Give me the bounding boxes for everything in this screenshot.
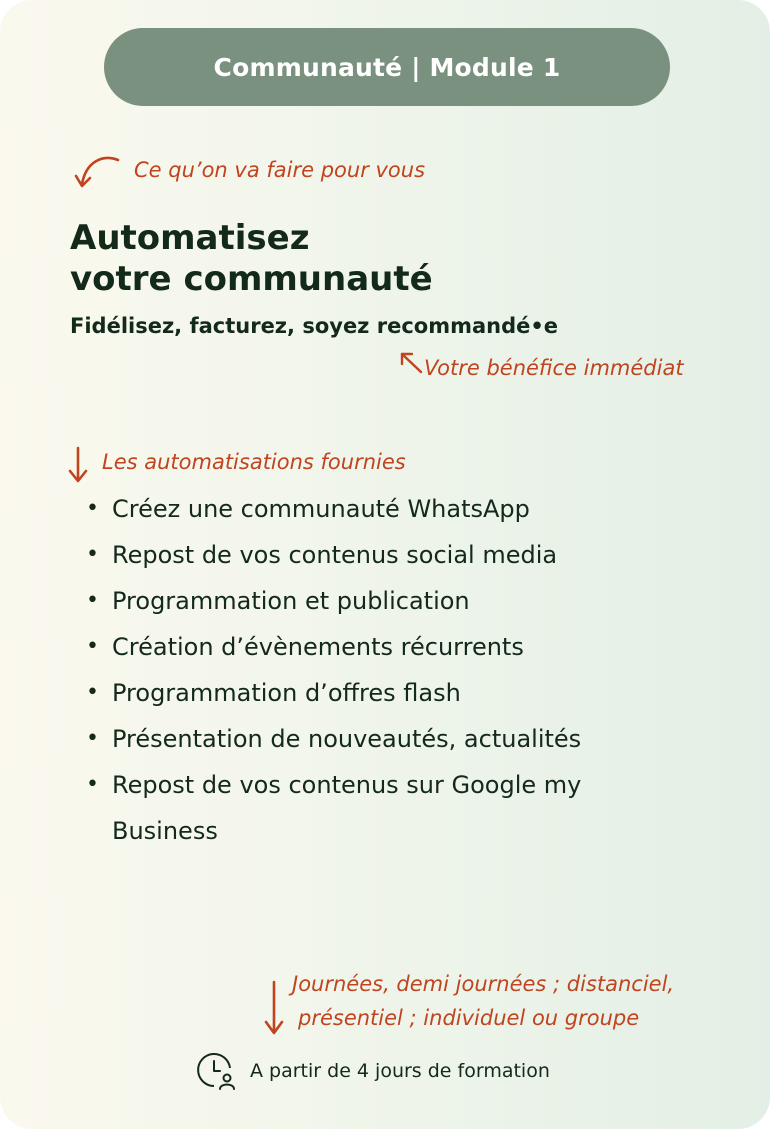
page-title: [70, 218, 433, 300]
bullet-icon: •: [86, 634, 99, 659]
benefit-note: Votre bénéfice immédiat: [424, 356, 684, 380]
bullet-icon: •: [86, 726, 99, 751]
list-item: • Programmation d’offres flash: [86, 670, 686, 716]
arrow-down-icon: [264, 980, 284, 1036]
list-item: • Repost de vos contenus social media: [86, 532, 686, 578]
bullet-icon: •: [86, 588, 99, 613]
bullet-icon: •: [86, 680, 99, 705]
page-subtitle: Fidélisez, facturez, soyez recommandé•e: [70, 314, 559, 338]
formats-note-line-2: présentiel ; individuel ou groupe: [298, 1006, 640, 1030]
curved-arrow-icon: [72, 154, 122, 194]
arrow-up-left-icon: [398, 350, 424, 376]
list-item: • Présentation de nouveautés, actualités: [86, 716, 686, 762]
duration-text: A partir de 4 jours de formation: [250, 1060, 550, 1082]
list-item: • Repost de vos contenus sur Google my Business: [86, 762, 686, 854]
formats-note-line-1: Journées, demi journées ; distanciel,: [292, 972, 675, 996]
bullet-icon: •: [86, 542, 99, 567]
module-badge-label: Communauté | Module 1: [213, 52, 561, 82]
bullet-icon: •: [86, 496, 99, 521]
automations-note: Les automatisations fournies: [102, 450, 406, 474]
bullet-icon: •: [86, 772, 99, 797]
automation-list: [86, 486, 686, 854]
intro-note: Ce qu’on va faire pour vous: [134, 158, 426, 182]
clock-person-icon: [194, 1050, 236, 1092]
list-item: • Création d’évènements récurrents: [86, 624, 686, 670]
list-item: • Créez une communauté WhatsApp: [86, 486, 686, 532]
arrow-down-icon: [68, 446, 88, 484]
module-badge: [104, 28, 670, 106]
duration-info: [194, 1050, 550, 1092]
title-line-2: votre communauté: [70, 259, 433, 299]
list-item: • Programmation et publication: [86, 578, 686, 624]
title-line-1: Automatisez: [70, 218, 310, 258]
